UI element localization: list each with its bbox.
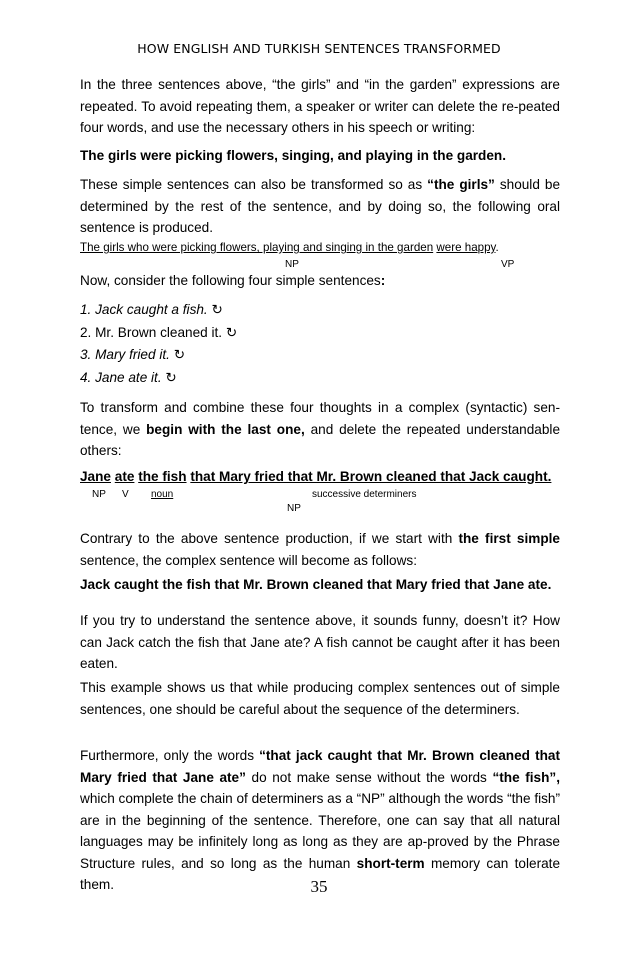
example-1-vp: were happy xyxy=(436,241,496,254)
example-2-determiners: that Mary fried that Mr. Brown cleaned that Jack caught. xyxy=(190,469,552,484)
example-2-np2-label: NP xyxy=(287,503,301,514)
example-2-np-label: NP xyxy=(92,489,106,500)
paragraph-6 xyxy=(80,528,560,571)
example-2-v-label: V xyxy=(122,489,129,500)
p5-text-a: To transform and combine these four thoughts in a complex (syntactic) sen-tence, we xyxy=(80,400,560,437)
example-2-the-fish: the fish xyxy=(138,469,187,484)
paragraph-3 xyxy=(80,174,560,239)
p10-text-g: memory can tolerate them. xyxy=(80,855,561,892)
p10-bold-short-term: short-term xyxy=(356,855,425,871)
simple-sentence-list xyxy=(80,299,560,389)
running-header: HOW ENGLISH AND TURKISH SENTENCES TRANSFORMED xyxy=(137,41,501,56)
p4-text: Now, consider the following four simple sentences xyxy=(80,273,381,288)
example-1-sentence xyxy=(80,240,560,256)
p5-bold: begin with the last one, xyxy=(146,421,305,437)
paragraph-1: In the three sentences above, “the girls” and “in the garden” expressions are repeated. To avoid repeating them, a speaker or writer can delete the re-peated four words, and use the necessary others in his speech or writing: xyxy=(80,77,560,135)
p10-text-e: which complete the chain of determiners as a “NP” although the words “the fish” are in the beginning of the sentence. Therefore, one can say that all natural languages may be infinitely long as long as they are ap-proved by the Phrase Structure rules, and so long as the human xyxy=(80,791,560,871)
p6-text-a: Contrary to the above sentence production, if we start with xyxy=(80,531,459,546)
list-item: 2. Mr. Brown cleaned it. ↻ xyxy=(80,324,238,340)
list-item: 1. Jack caught a fish. ↻ xyxy=(80,302,223,317)
paragraph-9: This example shows us that while producing complex sentences out of simple sentences, one should be careful about the sequence of the determiners. xyxy=(80,680,560,717)
p3-bold-the-girls: “the girls” xyxy=(427,177,495,192)
example-1-vp-label: VP xyxy=(501,259,515,270)
paragraph-4 xyxy=(80,270,560,292)
page-number: 35 xyxy=(310,877,328,896)
list-item: 3. Mary fried it. ↻ xyxy=(80,347,186,362)
example-1-np: The girls who were picking flowers, playing and singing in the garden xyxy=(80,241,434,254)
bold-complex-sentence: Jack caught the fish that Mr. Brown cleaned that Mary fried that Jane ate. xyxy=(80,577,552,592)
p3-text-c: should be determined by the rest of the sentence, and by doing so, the following oral sentence is produced. xyxy=(80,177,560,235)
cycle-icon: ↻ xyxy=(173,347,186,362)
example-1-period: . xyxy=(495,241,499,254)
paragraph-8: If you try to understand the sentence above, it sounds funny, doesn’t it? How can Jack catch the fish that Jane ate? A fish cannot be caught after it has been eaten. xyxy=(80,613,560,671)
p5-text-c: and delete the repeated understandable others: xyxy=(80,421,561,458)
paragraph-5 xyxy=(80,397,560,462)
cycle-icon: ↻ xyxy=(211,302,223,317)
bold-example-sentence: The girls were picking flowers, singing, and playing in the garden. xyxy=(80,148,507,163)
example-1-np-label: NP xyxy=(285,259,299,270)
example-2-ate: ate xyxy=(114,469,135,484)
p10-text-a: Furthermore, only the words xyxy=(80,748,260,763)
example-2-sentence xyxy=(80,466,560,488)
p6-bold: the first simple xyxy=(458,531,560,546)
p4-colon: : xyxy=(380,273,386,288)
list-item: 4. Jane ate it. ↻ xyxy=(80,369,177,385)
p10-bold-words: “that jack caught that Mr. Brown cleaned that Mary fried that Jane ate” xyxy=(80,748,561,785)
p10-bold-the-fish: “the fish”, xyxy=(492,769,560,785)
example-2-jane: Jane xyxy=(80,469,111,484)
p10-text-c: do not make sense without the words xyxy=(245,769,493,785)
example-2-noun-det-label: noun successive determiners xyxy=(151,489,417,500)
cycle-icon: ↻ xyxy=(165,369,177,385)
p6-text-c: sentence, the complex sentence will become as follows: xyxy=(80,552,417,568)
paragraph-10 xyxy=(80,745,560,896)
cycle-icon: ↻ xyxy=(225,324,238,340)
p3-text-a: These simple sentences can also be transformed so as xyxy=(80,177,428,192)
